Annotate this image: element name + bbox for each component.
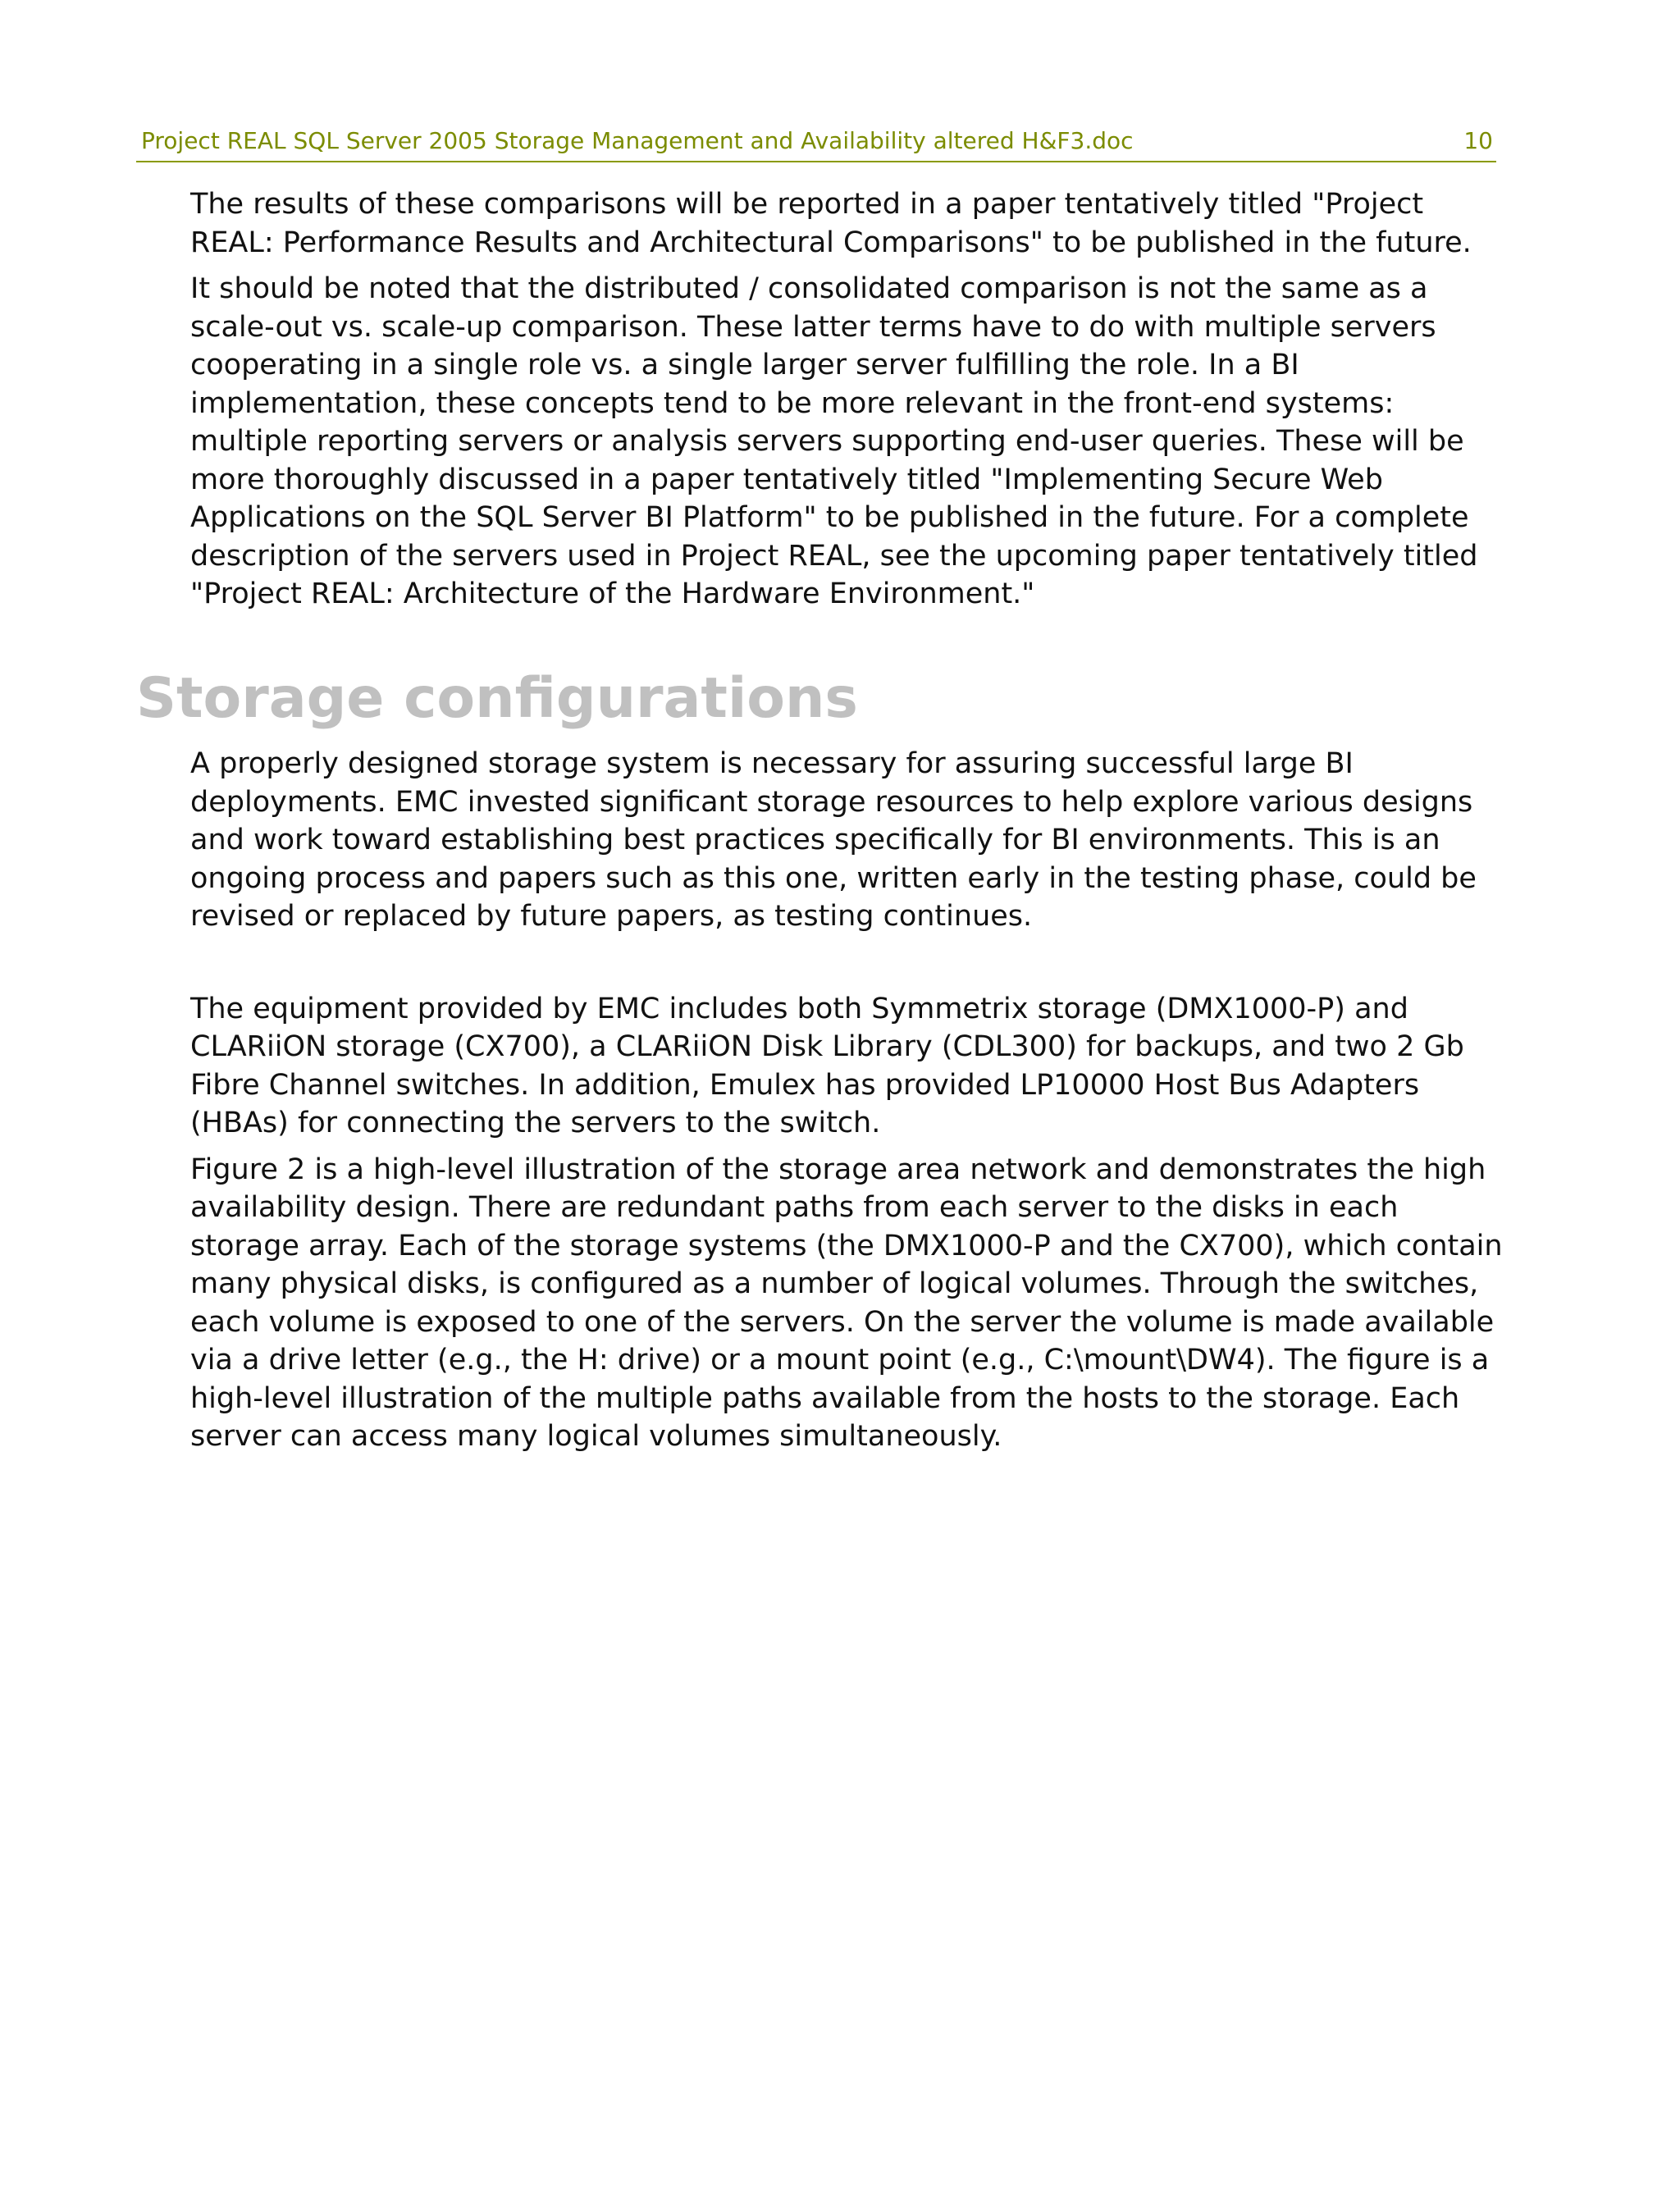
paragraph: Figure 2 is a high-level illustration of the storage area network and demonstrates the high availability design. There are redundant paths from each server to the disks in each storage array. Each of the storage systems (the DMX1000-P and the CX700), which contain many physical disks, is configured as a number of logical volumes. Through the switches, each volume is exposed to one of the servers. On the server the volume is made available via a drive letter (e.g., the H: drive) or a mount point (e.g., C:\mount\DW4). The figure is a high-level illustration of the multiple paths available from the hosts to the storage. Each server can access many logical volumes simultaneously.: [190, 1153, 1503, 1453]
section-heading: Storage configurations: [136, 666, 858, 731]
paragraph: The equipment provided by EMC includes both Symmetrix storage (DMX1000-P) and CLARiiON storage (CX700), a CLARiiON Disk Library (CDL300) for backups, and two 2 Gb Fibre Channel switches. In addition, Emulex has provided LP10000 Host Bus Adapters (HBAs) for connecting the servers to the switch.: [190, 992, 1464, 1139]
paragraph: A properly designed storage system is necessary for assuring successful large BI deployments. EMC invested significant storage resources to help explore various designs and work toward establishing best practices specifically for BI environments. This is an ongoing process and papers such as this one, written early in the testing phase, could be revised or replaced by future papers, as testing continues.: [190, 747, 1477, 933]
section-body: [190, 745, 1503, 1464]
paragraph: The results of these comparisons will be reported in a paper tentatively titled "Project REAL: Performance Results and Architectural Comparisons" to be published in the future.: [190, 188, 1472, 259]
header-page-number: 10: [1463, 127, 1493, 154]
header-doc-title: Project REAL SQL Server 2005 Storage Management and Availability altered H&F3.doc: [141, 127, 1134, 154]
page-header: [136, 123, 1496, 162]
paragraph: It should be noted that the distributed / consolidated comparison is not the same as a scale-out vs. scale-up comparison. These latter terms have to do with multiple servers cooperating in a single role vs. a single larger server fulfilling the role. In a BI implementation, these concepts tend to be more relevant in the front-end systems: multiple reporting servers or analysis servers supporting end-user queries. These will be more thoroughly discussed in a paper tentatively titled "Implementing Secure Web Applications on the SQL Server BI Platform" to be published in the future. For a complete description of the servers used in Project REAL, see the upcoming paper tentatively titled "Project REAL: Architecture of the Hardware Environment.": [190, 272, 1478, 610]
body-text-top: [190, 185, 1503, 622]
